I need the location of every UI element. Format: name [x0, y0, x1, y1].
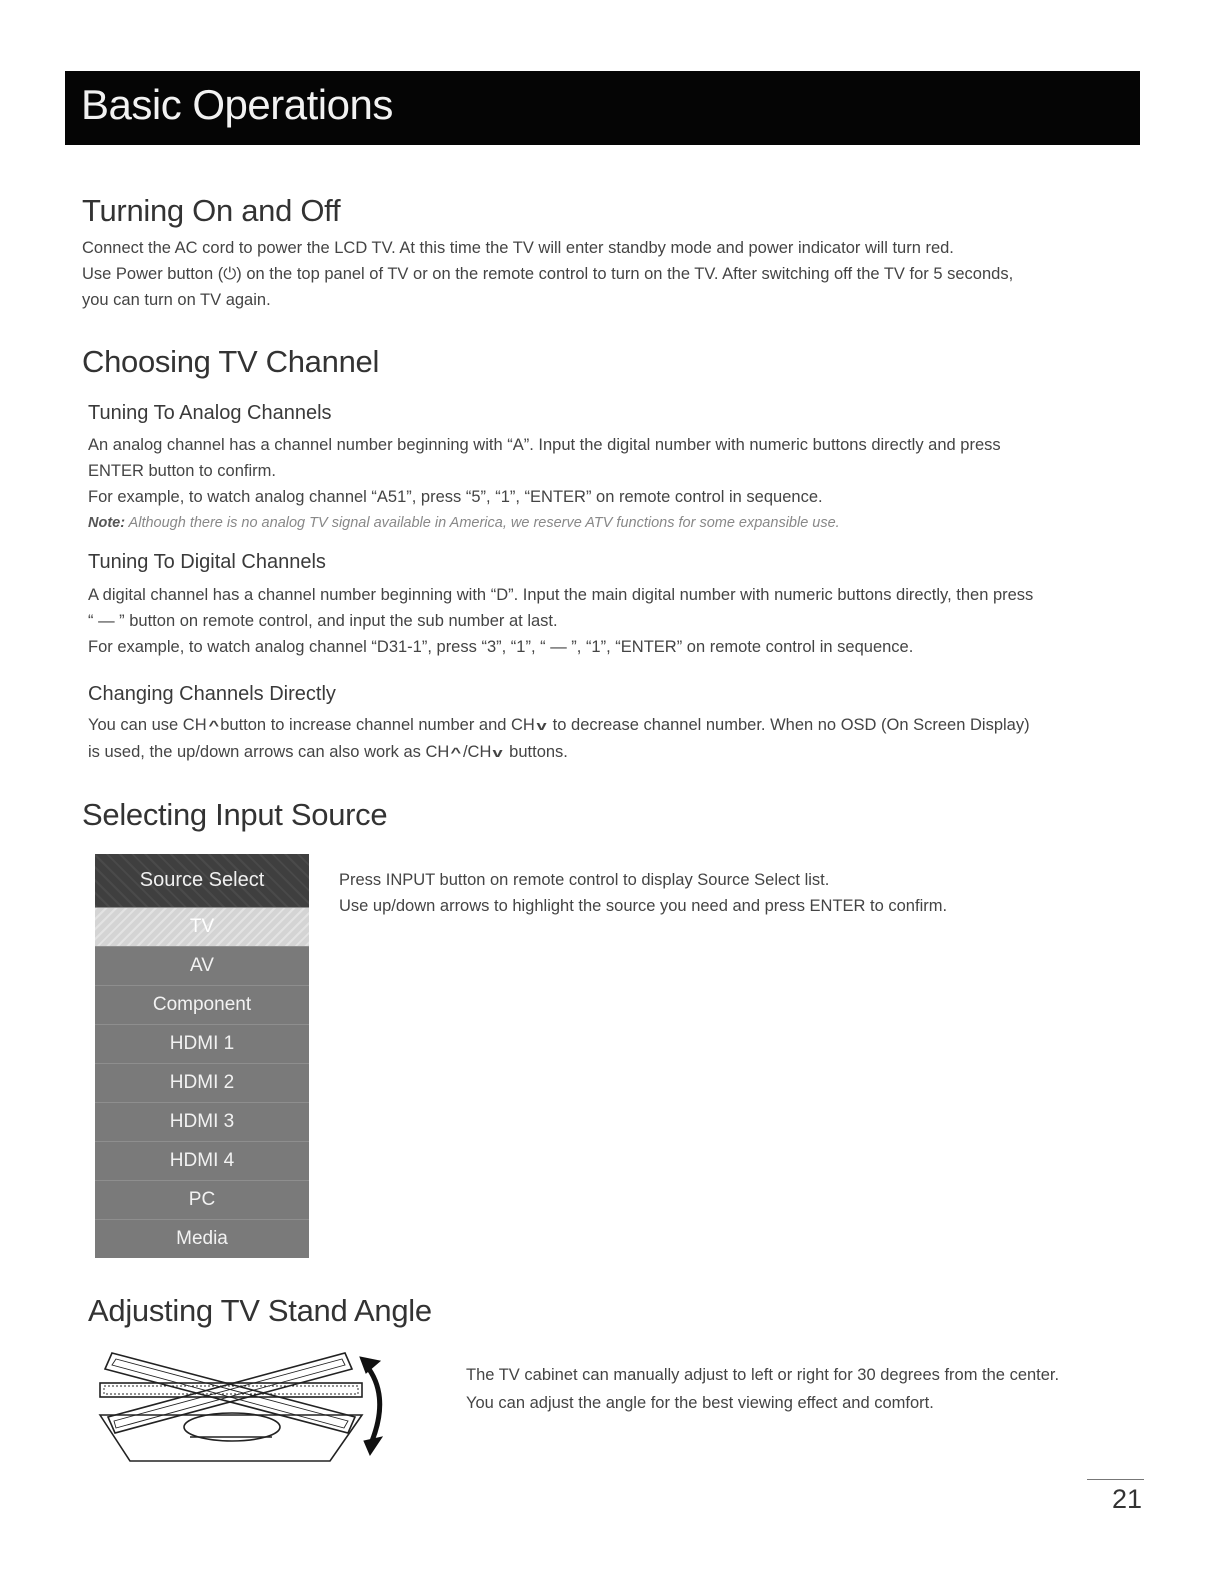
- osd-item-media[interactable]: Media: [95, 1219, 309, 1258]
- text-line: The TV cabinet can manually adjust to left or right for 30 degrees from the center.: [466, 1366, 1060, 1384]
- text-line: Use up/down arrows to highlight the source you need and press ENTER to confirm.: [339, 897, 948, 915]
- ch-up-icon: ^: [208, 718, 219, 733]
- heading-input-source: Selecting Input Source: [82, 797, 388, 832]
- turning-paragraph: [82, 235, 1013, 313]
- osd-item-av[interactable]: AV: [95, 946, 309, 985]
- source-select-osd: [95, 854, 309, 1257]
- heading-stand-angle: Adjusting TV Stand Angle: [88, 1293, 432, 1328]
- ch-up-icon: ^: [450, 745, 462, 760]
- heading-turning-on-off: Turning On and Off: [82, 193, 341, 228]
- text-fragment: /CH: [462, 743, 492, 761]
- ch-down-icon: v: [492, 745, 504, 760]
- direct-paragraph: [88, 712, 1030, 766]
- osd-item-hdmi1[interactable]: HDMI 1: [95, 1024, 309, 1063]
- digital-paragraph: [88, 582, 1033, 660]
- text-line: You can adjust the angle for the best viewing effect and comfort.: [466, 1394, 934, 1412]
- text-line: “ — ” button on remote control, and input the sub number at last.: [88, 612, 558, 630]
- page-title: Basic Operations: [81, 81, 393, 128]
- text-line: Press INPUT button on remote control to display Source Select list.: [339, 871, 830, 889]
- section-banner: [65, 71, 1140, 145]
- page-number-rule: [1087, 1479, 1144, 1480]
- text-line: [88, 739, 1030, 766]
- osd-item-hdmi3[interactable]: HDMI 3: [95, 1102, 309, 1141]
- text-line: ENTER button to confirm.: [88, 462, 276, 480]
- ch-down-icon: v: [536, 718, 547, 733]
- text-line: you can turn on TV again.: [82, 291, 271, 309]
- heading-analog-channels: Tuning To Analog Channels: [88, 402, 332, 424]
- heading-choosing-channel: Choosing TV Channel: [82, 344, 380, 379]
- text-fragment: buttons.: [504, 743, 568, 761]
- text-fragment: You can use CH: [88, 716, 207, 734]
- text-line: For example, to watch analog channel “A51”, press “5”, “1”, “ENTER” on remote control in sequence.: [88, 488, 823, 506]
- stand-paragraph: [466, 1361, 1059, 1417]
- osd-item-hdmi4[interactable]: HDMI 4: [95, 1141, 309, 1180]
- osd-item-hdmi2[interactable]: HDMI 2: [95, 1063, 309, 1102]
- analog-note: [88, 510, 1001, 536]
- note-text: Although there is no analog TV signal available in America, we reserve ATV functions for some expansible use.: [125, 515, 840, 531]
- text-line: Use Power button (⏻) on the top panel of TV or on the remote control to turn on the TV. After switching off the TV for 5 seconds,: [82, 265, 1014, 283]
- text-line: An analog channel has a channel number beginning with “A”. Input the digital number with numeric buttons directly and press: [88, 436, 1001, 454]
- heading-changing-channels: Changing Channels Directly: [88, 683, 336, 705]
- page-number: 21: [1112, 1484, 1143, 1514]
- text-fragment: to decrease channel number. When no OSD (On Screen Display): [548, 716, 1030, 734]
- osd-item-component[interactable]: Component: [95, 985, 309, 1024]
- input-paragraph: [339, 867, 947, 919]
- analog-paragraph: [88, 432, 1001, 536]
- text-line: Connect the AC cord to power the LCD TV. At this time the TV will enter standby mode and power indicator will turn red.: [82, 239, 954, 257]
- text-line: [88, 712, 1030, 739]
- text-fragment: is used, the up/down arrows can also work as CH: [88, 743, 450, 761]
- heading-digital-channels: Tuning To Digital Channels: [88, 551, 326, 573]
- text-fragment: button to increase channel number and CH: [220, 716, 535, 734]
- text-line: For example, to watch analog channel “D31-1”, press “3”, “1”, “ — ”, “1”, “ENTER” on remote control in sequence.: [88, 638, 914, 656]
- tv-stand-angle-illustration: [90, 1345, 408, 1463]
- osd-item-tv[interactable]: TV: [95, 907, 309, 946]
- osd-item-pc[interactable]: PC: [95, 1180, 309, 1219]
- note-label: Note:: [88, 515, 126, 531]
- text-line: A digital channel has a channel number beginning with “D”. Input the main digital number with numeric buttons directly, then press: [88, 586, 1034, 604]
- osd-title: Source Select: [95, 854, 309, 907]
